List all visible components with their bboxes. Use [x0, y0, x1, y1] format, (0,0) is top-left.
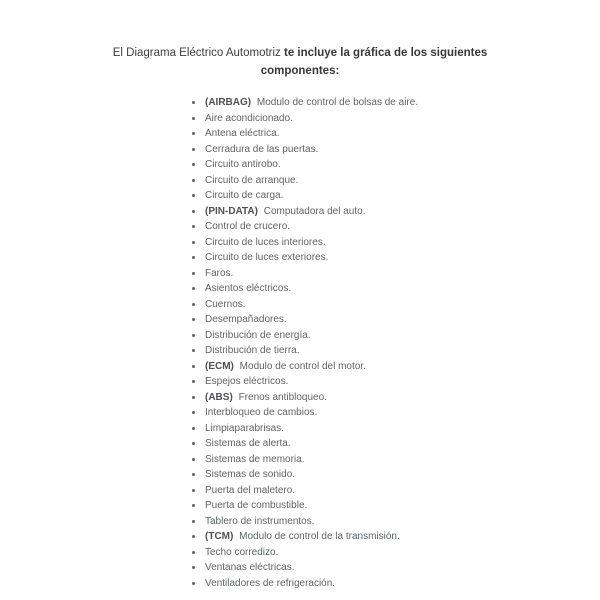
list-item-label: Circuito de luces interiores.: [205, 236, 326, 248]
list-item-label: Puerta de combustible.: [205, 500, 308, 511]
list-item: [192, 452, 600, 468]
list-item: [192, 204, 600, 220]
list-item-prefix: (TCM): [205, 531, 234, 542]
list-item-label: Techo corredizo.: [205, 546, 279, 558]
bullet-icon: [192, 179, 195, 182]
list-item: [192, 126, 600, 142]
list-item-prefix: (PIN-DATA): [205, 205, 258, 217]
list-item: [192, 250, 600, 266]
bullet-icon: [192, 132, 195, 135]
list-item-label: Cerradura de las puertas.: [205, 143, 319, 155]
bullet-icon: [192, 210, 195, 213]
list-item-label: Circuito antirobo.: [205, 159, 281, 170]
list-item: [192, 312, 600, 328]
list-item: [192, 95, 600, 111]
list-item: [192, 576, 600, 592]
list-item-label: Antena eléctrica.: [205, 128, 280, 139]
bullet-icon: [192, 303, 195, 306]
list-item: [192, 529, 600, 545]
list-item-label: Computadora del auto.: [263, 205, 366, 217]
list-item-label: Tablero de instrumentos.: [205, 515, 315, 527]
bullet-icon: [192, 411, 195, 414]
list-item: [192, 173, 600, 189]
bullet-icon: [192, 225, 195, 228]
list-item-label: Circuito de arranque.: [205, 174, 299, 186]
bullet-icon: [192, 194, 195, 197]
list-item: [192, 188, 600, 204]
list-item-label: Control de crucero.: [205, 221, 291, 232]
list-item: [192, 436, 600, 452]
list-item: [192, 405, 600, 421]
bullet-icon: [192, 318, 195, 321]
list-item-label: Modulo de control del motor.: [239, 360, 366, 372]
list-item-label: Modulo de control de la transmisión.: [239, 531, 400, 542]
bullet-icon: [192, 272, 195, 275]
list-item: [192, 328, 600, 344]
list-item-label: Sistemas de sonido.: [205, 469, 296, 480]
bullet-icon: [192, 163, 195, 166]
list-item-label: Asientos eléctricos.: [205, 283, 292, 294]
bullet-icon: [192, 334, 195, 337]
list-item: [192, 467, 600, 483]
list-item: [192, 514, 600, 530]
list-item-label: Frenos antibloqueo.: [238, 391, 327, 403]
list-item-label: Ventanas eléctricas.: [205, 562, 295, 573]
bullet-icon: [192, 504, 195, 507]
page-title: [80, 44, 520, 80]
list-item-label: Ventiladores de refrigeración.: [205, 577, 336, 589]
bullet-icon: [192, 256, 195, 259]
bullet-icon: [192, 535, 195, 538]
bullet-icon: [192, 427, 195, 430]
list-item-label: Aire acondicionado.: [205, 112, 293, 124]
list-item: [192, 266, 600, 282]
bullet-icon: [192, 241, 195, 244]
list-item-label: Circuito de luces exteriores.: [205, 252, 329, 263]
page-title-normal: El Diagrama Eléctrico Automotriz: [112, 47, 281, 59]
bullet-icon: [192, 520, 195, 523]
list-item-prefix: (ABS): [205, 391, 233, 403]
list-item: [192, 111, 600, 127]
list-item-label: Circuito de carga.: [205, 190, 284, 201]
bullet-icon: [192, 582, 195, 585]
list-item-label: Puerta del maletero.: [205, 484, 296, 496]
bullet-icon: [192, 380, 195, 383]
list-item: [192, 235, 600, 251]
bullet-icon: [192, 117, 195, 120]
list-item: [192, 281, 600, 297]
bullet-icon: [192, 101, 195, 104]
list-item: [192, 545, 600, 561]
list-item-prefix: (AIRBAG): [205, 97, 252, 108]
list-item: [192, 390, 600, 406]
list-item: [192, 157, 600, 173]
bullet-icon: [192, 287, 195, 290]
bullet-icon: [192, 473, 195, 476]
components-list: [192, 95, 600, 591]
list-item: [192, 142, 600, 158]
list-item-label: Interbloqueo de cambios.: [205, 407, 318, 418]
bullet-icon: [192, 442, 195, 445]
list-item-label: Modulo de control de bolsas de aire.: [256, 97, 419, 108]
list-item: [192, 421, 600, 437]
list-item-label: Sistemas de memoria.: [205, 453, 305, 465]
list-item-label: Espejos eléctricos.: [205, 376, 289, 387]
bullet-icon: [192, 551, 195, 554]
bullet-icon: [192, 458, 195, 461]
list-item: [192, 374, 600, 390]
list-item: [192, 297, 600, 313]
list-item: [192, 560, 600, 576]
bullet-icon: [192, 349, 195, 352]
bullet-icon: [192, 365, 195, 368]
list-item: [192, 359, 600, 375]
list-item-label: Faros.: [205, 267, 234, 279]
list-item: [192, 343, 600, 359]
page-title-bold: te incluye la gráfica de los siguientes componentes:: [260, 47, 488, 77]
bullet-icon: [192, 396, 195, 399]
bullet-icon: [192, 566, 195, 569]
list-item-label: Desempañadores.: [205, 314, 287, 325]
list-item-label: Distribución de tierra.: [205, 345, 300, 356]
list-item: [192, 483, 600, 499]
list-item-label: Distribución de energía.: [205, 329, 311, 341]
list-item-label: Limpiaparabrisas.: [205, 422, 284, 434]
list-item: [192, 219, 600, 235]
list-item: [192, 498, 600, 514]
list-item-label: Sistemas de alerta.: [205, 438, 291, 449]
bullet-icon: [192, 489, 195, 492]
list-item-label: Cuernos.: [205, 298, 246, 310]
bullet-icon: [192, 148, 195, 151]
list-item-prefix: (ECM): [205, 360, 234, 372]
